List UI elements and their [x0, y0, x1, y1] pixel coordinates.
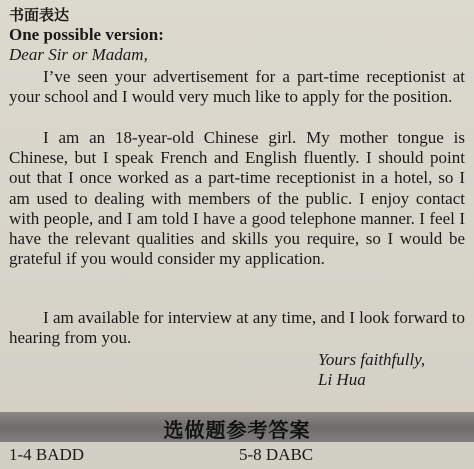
letter-greeting: Dear Sir or Madam,	[9, 45, 148, 64]
letter-paragraph-3: I am available for interview at any time, and I look forward to hearing from you.	[9, 308, 465, 348]
letter-paragraph-1: I’ve seen your advertisement for a part-time receptionist at your school and I would very much like to apply for the position.	[9, 67, 465, 107]
answer-title: 选做题参考答案	[163, 418, 311, 442]
letter-paragraph-2: I am an 18-year-old Chinese girl. My mother tongue is Chinese, but I speak French and English fluently. I should point out that I once worked as a part-time receptionist in a hotel, so I am used to dealing with members of the public. I enjoy contact with people, and I am told I have a good telephone manner. I feel I have the relevant qualities and skills you require, so I would be grateful if you would consider my application.	[9, 128, 465, 269]
letter-closing: Yours faithfully,	[318, 350, 426, 369]
section-heading: 书面表达	[9, 6, 70, 24]
answer-group-2: 5-8 DABC	[239, 445, 314, 464]
answer-group-1: 1-4 BADD	[9, 445, 85, 464]
version-heading: One possible version:	[9, 25, 164, 44]
letter-signature: Li Hua	[318, 370, 366, 389]
